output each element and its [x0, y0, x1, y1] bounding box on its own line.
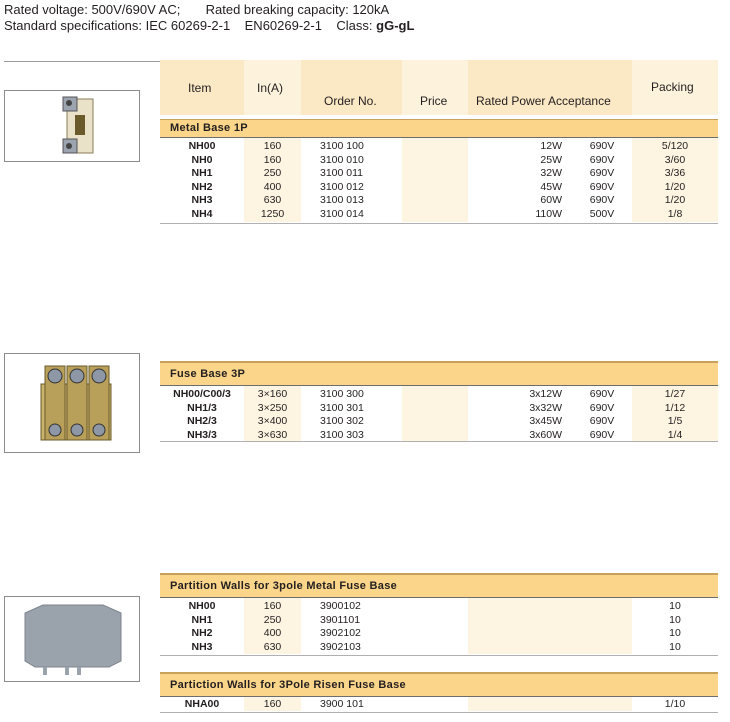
current-cell: 3×630: [257, 428, 288, 441]
order-no-cell: 3900 101: [320, 698, 364, 710]
power-cell: 3x32W: [529, 401, 562, 414]
fuse-base-3p-table: [160, 361, 718, 443]
item-cell: NH3/3: [187, 428, 217, 441]
current-cell: 160: [263, 140, 282, 152]
packing-cell: 1/5: [667, 415, 683, 427]
partition-wall-icon: [5, 597, 139, 681]
header-rated-power: Rated Power Acceptance: [476, 94, 611, 108]
order-no-cell: 3100 011: [320, 167, 364, 179]
table-row: [160, 641, 718, 654]
table-row: [160, 402, 718, 415]
standard-specs-line: [4, 18, 414, 33]
item-cell: NH00/C00/3: [173, 388, 231, 400]
table-row: [160, 429, 718, 442]
packing-cell: 1/20: [664, 194, 686, 206]
header-in: In(A): [257, 81, 284, 95]
packing-cell: 5/120: [661, 140, 689, 152]
fuse-base-3p-photo: [4, 353, 140, 453]
table-row: [160, 167, 718, 180]
metal-base-table: [160, 60, 718, 225]
section-title: Partiction Walls for 3Pole Risen Fuse Base: [170, 679, 406, 691]
table-row: [160, 140, 718, 153]
order-no-cell: 3100 301: [320, 401, 364, 414]
section-title: Metal Base 1P: [170, 122, 248, 134]
packing-cell: 1/4: [667, 428, 683, 441]
current-cell: 250: [263, 167, 282, 179]
risen-partition-table: [160, 672, 718, 716]
order-no-cell: 3100 013: [320, 194, 364, 206]
packing-cell: 10: [669, 600, 681, 612]
section-risen-partition: [160, 672, 718, 696]
power-cell: 110W: [535, 207, 562, 220]
power-cell: 25W: [540, 153, 562, 166]
voltage-cell: 690V: [589, 153, 615, 166]
packing-cell: 1/20: [664, 180, 686, 193]
packing-cell: 1/8: [667, 207, 683, 220]
header-packing: Packing: [651, 80, 694, 94]
packing-cell: 10: [669, 627, 681, 639]
table-row: [160, 614, 718, 627]
table-row: [160, 600, 718, 613]
fuse-base-1p-photo: [4, 90, 140, 162]
header-price: Price: [420, 94, 448, 108]
item-cell: NH1: [191, 613, 213, 626]
section-partition-walls: [160, 573, 718, 597]
item-cell: NH2: [191, 627, 213, 639]
current-cell: 250: [263, 613, 282, 626]
order-no-cell: 3100 300: [320, 388, 364, 400]
table-row: [160, 415, 718, 428]
table-row: [160, 627, 718, 640]
order-no-cell: 3100 100: [320, 140, 364, 152]
current-cell: 400: [263, 627, 282, 639]
packing-cell: 3/36: [664, 167, 686, 179]
header-order-no: Order No.: [324, 94, 377, 108]
item-cell: NHA00: [184, 698, 220, 710]
section-title: Partition Walls for 3pole Metal Fuse Base: [170, 580, 398, 592]
voltage-cell: 690V: [589, 180, 615, 193]
power-cell: 3x60W: [529, 428, 562, 441]
fuse-base-3p-icon: [5, 354, 139, 452]
order-no-cell: 3902103: [320, 640, 361, 653]
current-cell: 630: [263, 194, 282, 206]
voltage-cell: 500V: [589, 207, 615, 220]
section-fuse-base-3p: [160, 361, 718, 385]
table-end-rule: [160, 223, 718, 224]
power-cell: 60W: [540, 194, 562, 206]
voltage-cell: 690V: [589, 388, 615, 400]
power-cell: 12W: [540, 140, 562, 152]
class-value: gG-gL: [376, 18, 415, 33]
table-end-rule: [160, 712, 718, 713]
item-cell: NH1/3: [187, 401, 217, 414]
power-cell: 3x45W: [529, 415, 562, 427]
table-row: [160, 181, 718, 194]
packing-cell: 1/27: [664, 388, 686, 400]
order-no-cell: 3100 303: [320, 428, 364, 441]
standard-specs-prefix: Standard specifications: IEC 60269-2-1 EN60269-2-1 Class:: [4, 18, 377, 33]
item-cell: NH1: [191, 167, 213, 179]
current-cell: 160: [263, 153, 282, 166]
fuse-base-1p-icon: [5, 91, 139, 161]
section-title: Fuse Base 3P: [170, 368, 246, 380]
packing-cell: 10: [669, 640, 681, 653]
current-cell: 1250: [260, 207, 285, 220]
header-item: Item: [188, 81, 212, 95]
power-cell: 45W: [540, 180, 562, 193]
table-end-rule: [160, 655, 718, 656]
left-divider-1: [4, 61, 160, 62]
table-row: [160, 698, 718, 711]
item-cell: NH3: [191, 640, 213, 653]
order-no-cell: 3900102: [320, 600, 361, 612]
current-cell: 630: [263, 640, 282, 653]
order-no-cell: 3100 302: [320, 415, 364, 427]
power-cell: 32W: [540, 167, 562, 179]
table-row: [160, 154, 718, 167]
rated-specs-line: Rated voltage: 500V/690V AC; Rated breaking capacity: 120kA: [4, 2, 390, 17]
current-cell: 3×160: [257, 388, 288, 400]
order-no-cell: 3100 014: [320, 207, 364, 220]
section-metal-base-1p: [160, 119, 718, 138]
packing-cell: 3/60: [664, 153, 686, 166]
item-cell: NH00: [188, 600, 216, 612]
packing-cell: 1/10: [664, 698, 686, 710]
order-no-cell: 3902102: [320, 627, 361, 639]
power-cell: 3x12W: [529, 388, 562, 400]
packing-cell: 1/12: [664, 401, 686, 414]
voltage-cell: 690V: [589, 194, 615, 206]
voltage-cell: 690V: [589, 167, 615, 179]
packing-cell: 10: [669, 613, 681, 626]
voltage-cell: 690V: [589, 415, 615, 427]
current-cell: 160: [263, 698, 282, 710]
order-no-cell: 3100 010: [320, 153, 364, 166]
table-header: [160, 60, 718, 115]
item-cell: NH2/3: [187, 415, 217, 427]
table-row: [160, 194, 718, 207]
item-cell: NH00: [188, 140, 216, 152]
partition-wall-photo: [4, 596, 140, 682]
order-no-cell: 3100 012: [320, 180, 364, 193]
voltage-cell: 690V: [589, 428, 615, 441]
current-cell: 160: [263, 600, 282, 612]
table-end-rule: [160, 441, 718, 442]
item-cell: NH0: [191, 153, 213, 166]
table-row: [160, 388, 718, 401]
current-cell: 3×250: [257, 401, 288, 414]
current-cell: 3×400: [257, 415, 288, 427]
item-cell: NH4: [191, 207, 213, 220]
current-cell: 400: [263, 180, 282, 193]
item-cell: NH2: [191, 180, 213, 193]
item-cell: NH3: [191, 194, 213, 206]
order-no-cell: 3901101: [320, 613, 361, 626]
voltage-cell: 690V: [589, 140, 615, 152]
partition-walls-table: [160, 573, 718, 658]
table-row: [160, 208, 718, 221]
voltage-cell: 690V: [589, 401, 615, 414]
